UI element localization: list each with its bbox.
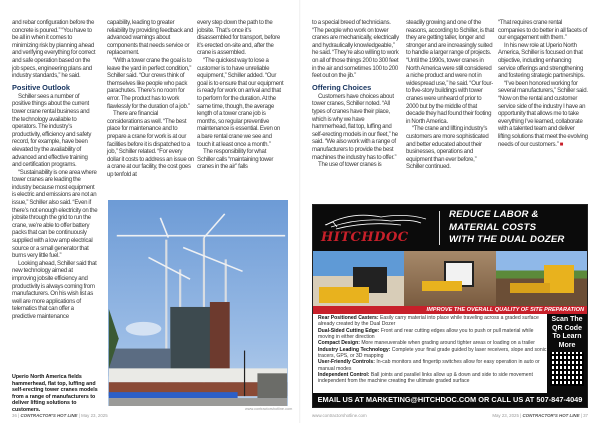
photo-credit: www.contractorshotline.com bbox=[245, 407, 293, 411]
paragraph: Schiller sees a number of positive things about the current tower crane rental business and the technology available to operators. The industry’s productivity, efficiency and safety record, for example, have been elevated by the availability of advanced and effective training and certification programs. bbox=[12, 92, 92, 169]
feature-list bbox=[318, 315, 550, 385]
paragraph bbox=[498, 80, 588, 148]
page-number: 36 bbox=[12, 413, 17, 418]
hitchdoc-advertisement[interactable] bbox=[312, 204, 588, 408]
crane-illustration bbox=[108, 200, 288, 406]
paragraph-text: “I’ve been honored working for several manufacturers,” Schiller said. “Now on the rental and customer service side of the industry I have an opportunity that allows me to take everything I’ve learned, collaborate with a talented team and deliver lifting solutions that meet the evolving needs of our customers.” bbox=[498, 79, 588, 148]
ad-photo-strip bbox=[313, 251, 587, 306]
right-footer: May 23, 2025 | CONTRACTOR’S HOT LINE | 37 bbox=[492, 413, 588, 418]
brand-name: HITCHDOC bbox=[321, 230, 409, 245]
paragraph: The use of tower cranes is bbox=[318, 161, 382, 169]
publication-logo: CONTRACTOR’S HOT LINE bbox=[522, 413, 580, 418]
paragraph: “With a tower crane the goal is to leave the yard in perfect condition,” Schiller said. “Our crews think of themselves like people who pack parachutes. There’s no room for error. The product has to work flawlessly for the duration of a job.” bbox=[107, 56, 192, 110]
article-column-1 bbox=[12, 19, 98, 321]
divider bbox=[439, 211, 440, 245]
paragraph: Looking ahead, Schiller said that new technology aimed at improving jobsite efficiency and productivity is always coming from manufacturers. On his wish list as well are more applications of telematics that can offer a predictive maintenance bbox=[12, 259, 97, 320]
section-heading: Positive Outlook bbox=[12, 82, 71, 92]
page-spine bbox=[299, 0, 301, 423]
qr-panel[interactable] bbox=[547, 314, 587, 394]
tower-cranes-photo bbox=[108, 200, 288, 406]
headline-line: MATERIAL COSTS bbox=[449, 221, 537, 233]
dozer-photo-dirt bbox=[404, 251, 495, 306]
dozer-photo-field bbox=[496, 251, 587, 306]
publication-logo: CONTRACTOR’S HOT LINE bbox=[20, 413, 78, 418]
paragraph: The responsibility for what Schiller calls “maintaining tower cranes in the air” falls bbox=[197, 148, 274, 171]
feature-item: Rear Positioned Casters: Easily carry material into place while traveling across a graded surface already created by the Dual Dozer bbox=[318, 315, 539, 328]
article-column-4 bbox=[312, 19, 399, 169]
paragraph: capability, leading to greater reliability by providing feedback and advanced warnings about components that needs service or replacement. bbox=[107, 19, 194, 57]
contact-bar[interactable]: EMAIL US AT MARKETING@HITCHDOC.COM OR CALL US AT 507-847-4049 bbox=[313, 393, 587, 407]
headline-line: WITH THE DUAL DOZER bbox=[449, 234, 565, 245]
qr-code-icon[interactable] bbox=[550, 352, 584, 386]
headline-line: REDUCE LABOR & bbox=[449, 209, 539, 220]
feature-item: Compact Design: More maneuverable when grading around tighter areas or loading on a trailer bbox=[318, 340, 535, 347]
left-footer: 36 | CONTRACTOR’S HOT LINE | May 23, 2025 bbox=[12, 413, 108, 418]
qr-prompt: Scan The QR Code To Learn More bbox=[551, 316, 583, 349]
paragraph: There are financial considerations as well. “The best place for maintenance and to prepare a crane for work is at our facilities before it is dispatched to a job,” Schiller related. “For every dollar it costs to address an issue on a crane at our facility, the cost goes up tenfold at bbox=[107, 110, 194, 178]
article-column-5 bbox=[406, 19, 494, 171]
paragraph: “That requires crane rental companies to do better in all facets of our engagement with them.” bbox=[498, 19, 588, 42]
feature-item: Industry Leading Technology: Complete your final grade guided by laser receivers, slope and sonic tracers, GPS, or 3D mapping bbox=[318, 346, 547, 360]
photo-caption: Uperio North America fields hammerhead, flat top, luffing and self-erecting tower cranes models from a range of manufacturers to deliver lifting solutions to customers. bbox=[12, 374, 98, 413]
issue-date: May 23, 2025 bbox=[492, 413, 519, 418]
paragraph: “The quickest way to lose a customer is to have unreliable equipment,” Schiller added. “Our goal is to ensure that our equipment is ready for work on arrival and that to perform for the duration. At the same time, though, the average length of a tower crane job is months, so regular preventive maintenance is essential. Even on a bare rental crane we see and touch it at least once a month.” bbox=[197, 56, 284, 148]
article-column-2 bbox=[107, 19, 194, 178]
paragraph: every step down the path to the jobsite. That’s once it’s disassembled for transport, before it’s erected on-site and, after the crane is assembled. bbox=[197, 19, 281, 57]
paragraph: In his new role at Uperio North America, Schiller is focused on that objective, including enhancing service offerings and strengthening and fostering strategic partnerships. bbox=[498, 41, 585, 80]
section-heading: Offering Choices bbox=[312, 82, 372, 92]
ad-tagline: IMPROVE THE OVERALL QUALITY OF SITE PREPARATION bbox=[313, 306, 587, 314]
paragraph: to a special breed of technicians. “The people who work on tower cranes are mechanically, electrically and hydraulically knowledgeable,” he said. “They’re also willing to work on all of those things 200 to 300 feet in the air and sometimes 100 to 200 feet out on the jib.” bbox=[312, 19, 399, 80]
article-column-6 bbox=[498, 19, 588, 148]
dozer-photo-desert bbox=[313, 251, 404, 306]
end-mark-icon: ■ bbox=[559, 140, 564, 148]
paragraph: “The crane and lifting industry’s customers are more sophisticated and better educated about their businesses, operations and equipment than ever before,” Schiller continued. bbox=[406, 125, 489, 171]
ad-header bbox=[313, 205, 587, 251]
feature-item: Independent Control: Ball joints and parallel links allow up & down and side to side movement independent from the machine creating the ultimate graded surface bbox=[318, 372, 533, 385]
ad-headline bbox=[449, 209, 565, 247]
feature-item: User-Friendly Controls: In-cab monitors and fingertip switches allow for easy operation in auto or manual modes bbox=[318, 359, 540, 372]
paragraph: “Sustainability is one area where tower cranes are leading the industry because most equipment is electric and emissions are not an issue,” Schiller also said. “Even if there’s not enough electricity on the jobsite through the grid to run the crane, we’re able to offer battery packs that can be continuously supplied with a low amp electrical source or a small generator that burns very little fuel.” bbox=[12, 168, 98, 260]
issue-date: May 23, 2025 bbox=[81, 413, 108, 418]
article-column-3 bbox=[197, 19, 284, 171]
feature-item: Dual-Sided Cutting Edge: Front and rear cutting edges allow you to push or pull material while moving in either direction bbox=[318, 327, 534, 341]
page-number: 37 bbox=[583, 413, 588, 418]
paragraph: steadily growing and one of the reasons, according to Schiller, is that they are getting taller, longer and stronger and are increasingly suited to handle a larger range of projects. “Until the 1990s, tower cranes in North America were still considered a niche product and were not in widespread use,” he said. “Our four-to five-story buildings with tower cranes were unheard of prior to 2000 but by the middle of that decade they had found their footing in North America. bbox=[406, 19, 494, 125]
paragraph: and rebar configuration before the concrete is poured.” “You have to be all in when it comes to minimizing risk by planning ahead and verifying everything for correct and safe operation based on the job specs, engineering plans and industry standards,” he said. bbox=[12, 19, 96, 80]
paragraph: Customers have choices about tower cranes, Schiller noted. “All types of cranes have their place, which is why we have hammerhead, flat top, luffing and self-erecting models in our fleet,” he said. “We also work with a range of manufacturers to provide the best machines the industry has to offer.” bbox=[312, 92, 398, 161]
website-footer: www.contractorshotline.com bbox=[312, 413, 367, 418]
